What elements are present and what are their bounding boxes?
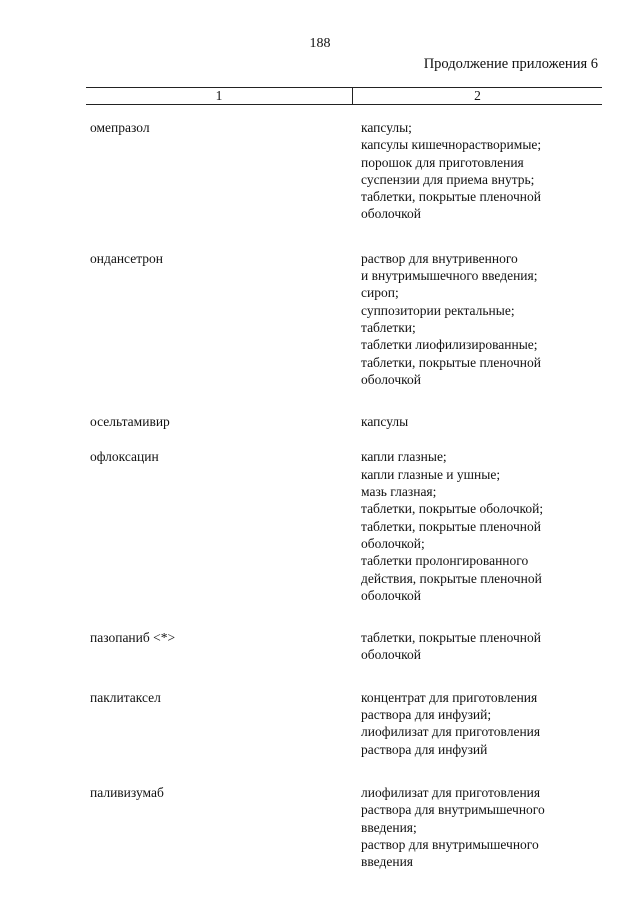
dosage-form-line: раствор для внутривенного bbox=[361, 250, 518, 266]
dosage-form-line: оболочкой bbox=[361, 206, 421, 222]
dosage-form-line: мазь глазная; bbox=[361, 484, 437, 500]
table-row bbox=[0, 250, 640, 388]
drug-name: офлоксацин bbox=[90, 449, 159, 465]
dosage-form-line: таблетки, покрытые пленочной bbox=[361, 518, 542, 534]
drug-name: паклитаксел bbox=[90, 689, 161, 705]
dosage-form-line: раствора для внутримышечного bbox=[361, 802, 545, 818]
dosage-form-line: таблетки пролонгированного bbox=[361, 553, 529, 569]
dosage-form-line: концентрат для приготовления bbox=[361, 689, 538, 705]
dosage-forms bbox=[361, 448, 601, 604]
dosage-form-line: суспензии для приема внутрь; bbox=[361, 171, 535, 187]
dosage-form-line: капсулы кишечнорастворимые; bbox=[361, 137, 542, 153]
dosage-forms bbox=[361, 629, 601, 664]
table-row bbox=[0, 448, 640, 604]
dosage-forms bbox=[361, 689, 601, 758]
dosage-form-line: таблетки; bbox=[361, 319, 416, 335]
dosage-form-line: оболочкой bbox=[361, 371, 421, 387]
dosage-form-line: оболочкой; bbox=[361, 535, 425, 551]
dosage-form-line: капсулы bbox=[361, 414, 409, 430]
dosage-form-line: таблетки, покрытые оболочкой; bbox=[361, 501, 544, 517]
column-header-1: 1 bbox=[215, 88, 223, 103]
table-row bbox=[0, 413, 640, 430]
drug-name: осельтамивир bbox=[90, 414, 170, 430]
dosage-form-line: капсулы; bbox=[361, 120, 412, 135]
table-row bbox=[0, 689, 640, 758]
dosage-form-line: таблетки, покрытые пленочной bbox=[361, 630, 542, 646]
table-body bbox=[0, 119, 640, 870]
dosage-form-line: таблетки, покрытые пленочной bbox=[361, 354, 542, 370]
column-header-2: 2 bbox=[474, 88, 481, 103]
dosage-form-line: введения; bbox=[361, 819, 417, 835]
dosage-form-line: лиофилизат для приготовления bbox=[361, 724, 541, 740]
drug-name: омепразол bbox=[90, 120, 150, 135]
continuation-label: Продолжение приложения 6 bbox=[423, 56, 598, 72]
dosage-form-line: введения bbox=[361, 854, 414, 870]
dosage-form-line: и внутримышечного введения; bbox=[361, 268, 538, 284]
page-number: 188 bbox=[309, 36, 331, 51]
table-row bbox=[0, 784, 640, 870]
table-header bbox=[86, 87, 602, 105]
dosage-form-line: порошок для приготовления bbox=[361, 154, 524, 170]
dosage-form-line: действия, покрытые пленочной bbox=[361, 570, 542, 586]
dosage-form-line: раствора для инфузий bbox=[361, 741, 488, 757]
table-row bbox=[0, 119, 640, 223]
drug-name: ондансетрон bbox=[90, 250, 163, 266]
dosage-form-line: раствор для внутримышечного bbox=[361, 836, 539, 852]
dosage-form-line: оболочкой bbox=[361, 647, 421, 663]
drug-name: пазопаниб <*> bbox=[90, 630, 176, 646]
dosage-forms bbox=[361, 784, 601, 870]
dosage-forms bbox=[361, 250, 601, 388]
dosage-form-line: лиофилизат для приготовления bbox=[361, 784, 541, 800]
dosage-forms bbox=[361, 119, 601, 223]
table-row bbox=[0, 629, 640, 664]
dosage-form-line: таблетки лиофилизированные; bbox=[361, 337, 538, 353]
drug-name: паливизумаб bbox=[90, 784, 164, 800]
dosage-form-line: сироп; bbox=[361, 285, 399, 301]
dosage-form-line: оболочкой bbox=[361, 587, 421, 603]
dosage-forms bbox=[361, 413, 601, 430]
dosage-form-line: таблетки, покрытые пленочной bbox=[361, 189, 542, 205]
dosage-form-line: раствора для инфузий; bbox=[361, 707, 492, 723]
dosage-form-line: капли глазные; bbox=[361, 449, 447, 465]
dosage-form-line: капли глазные и ушные; bbox=[361, 466, 501, 482]
dosage-form-line: суппозитории ректальные; bbox=[361, 302, 515, 318]
